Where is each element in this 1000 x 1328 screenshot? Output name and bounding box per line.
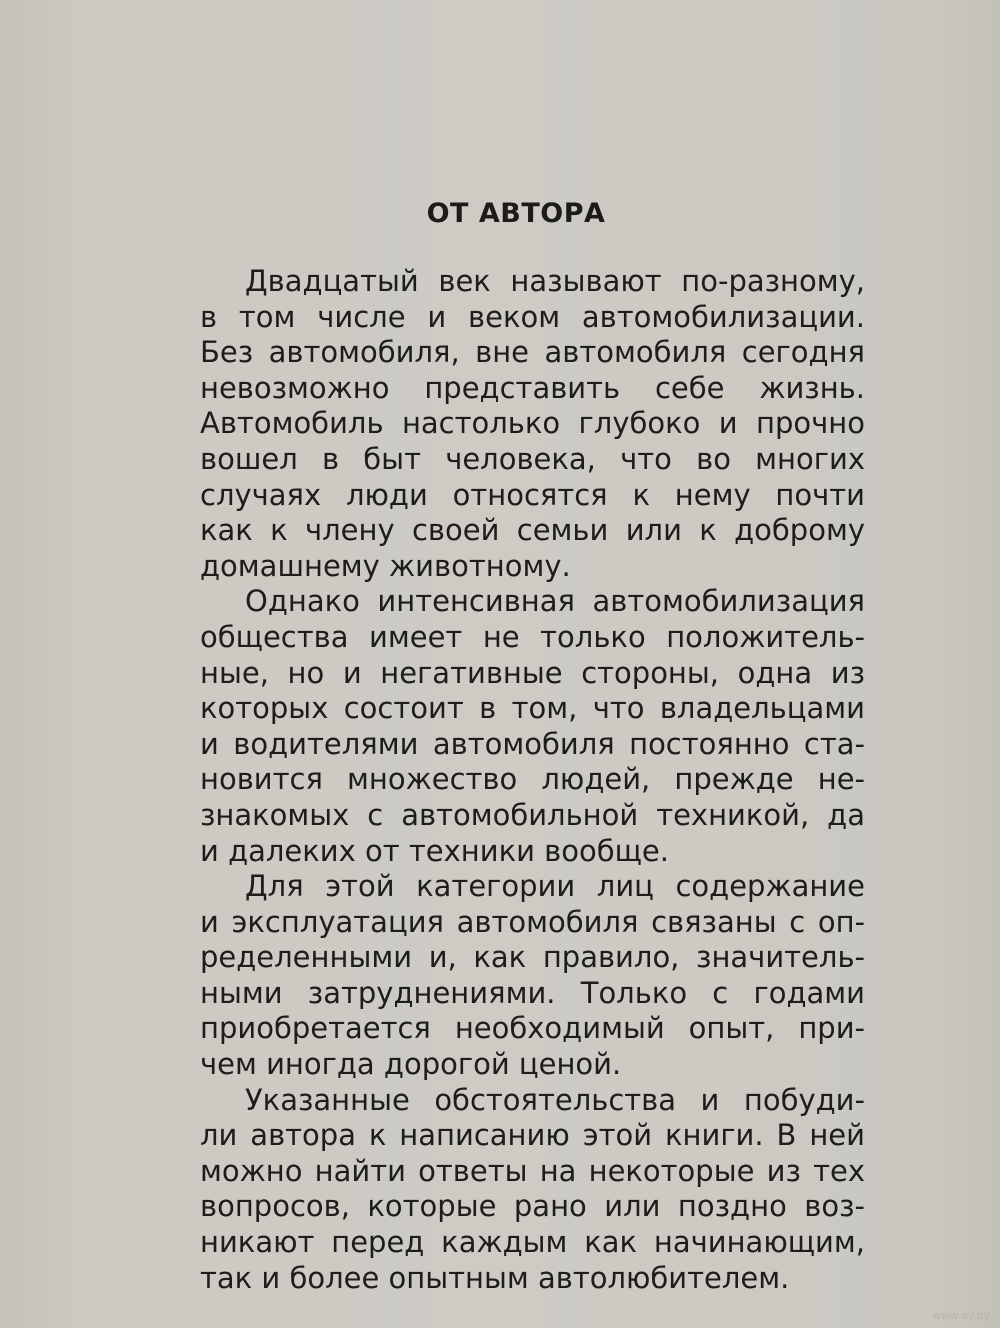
page-heading: ОТ АВТОРА bbox=[426, 198, 606, 229]
text-line: домашнему животному. bbox=[200, 548, 571, 583]
text-line: так и более опытным автолюбителем. bbox=[200, 1260, 790, 1295]
text-line: вошел в быт человека, что во многих bbox=[200, 441, 865, 476]
text-line: в том числе и веком автомобилизации. bbox=[200, 299, 865, 334]
text-line: которых состоит в том, что владельцами bbox=[200, 691, 865, 726]
text-line: Указанные обстоятельства и побуди- bbox=[245, 1082, 865, 1117]
text-line: общества имеет не только положитель- bbox=[200, 619, 865, 654]
text-line: новится множество людей, прежде не- bbox=[200, 762, 865, 797]
text-line: Однако интенсивная автомобилизация bbox=[245, 584, 865, 619]
body-text bbox=[200, 264, 865, 1296]
text-line: случаях люди относятся к нему почти bbox=[200, 477, 865, 512]
text-line: знакомых с автомобильной техникой, да bbox=[200, 797, 865, 832]
text-line: ными затруднениями. Только с годами bbox=[200, 975, 865, 1010]
text-line: невозможно представить себе жизнь. bbox=[200, 370, 865, 405]
text-line: и водителями автомобиля постоянно ста- bbox=[200, 726, 865, 761]
text-line: и далеких от техники вообще. bbox=[200, 833, 669, 868]
text-line: Автомобиль настолько глубоко и прочно bbox=[200, 406, 865, 441]
text-line: и эксплуатация автомобиля связаны с оп- bbox=[200, 904, 865, 939]
text-line: приобретается необходимый опыт, при- bbox=[200, 1011, 865, 1046]
text-line: ли автора к написанию этой книги. В ней bbox=[200, 1118, 865, 1153]
text-line: Без автомобиля, вне автомобиля сегодня bbox=[200, 335, 865, 370]
text-line: вопросов, которые рано или поздно воз- bbox=[200, 1189, 865, 1224]
text-line: Для этой категории лиц содержание bbox=[245, 869, 865, 904]
watermark: www.ay.by bbox=[931, 1309, 990, 1322]
text-line: можно найти ответы на некоторые из тех bbox=[200, 1153, 865, 1188]
text-line: чем иногда дорогой ценой. bbox=[200, 1047, 622, 1082]
text-line: Двадцатый век называют по-разному, bbox=[245, 264, 865, 298]
text-line: ные, но и негативные стороны, одна из bbox=[200, 655, 865, 690]
text-line: ределенными и, как правило, значитель- bbox=[200, 940, 865, 975]
text-line: как к члену своей семьи или к доброму bbox=[200, 513, 865, 548]
text-line: никают перед каждым как начинающим, bbox=[200, 1225, 865, 1260]
